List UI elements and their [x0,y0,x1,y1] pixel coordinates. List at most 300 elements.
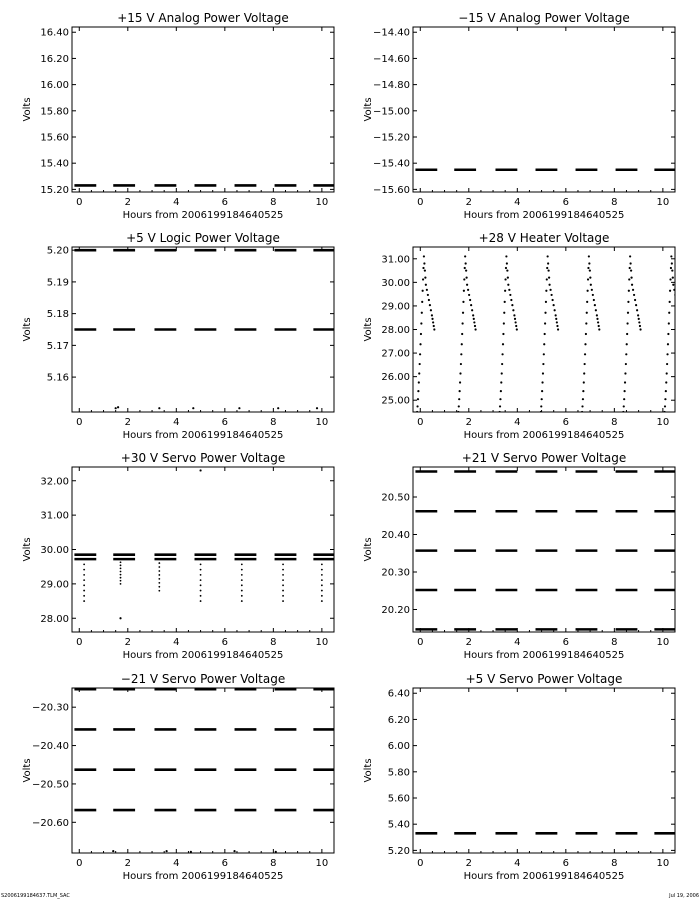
data-point [556,321,558,323]
data-point [500,381,502,383]
y-tick-label: −20.30 [31,702,69,714]
data-point [504,290,506,292]
data-point [83,600,85,602]
data-point [679,318,681,320]
data-point [430,309,432,311]
data-point [275,851,277,853]
plot-frame [413,688,675,853]
data-point [500,390,502,392]
data-point [587,290,589,292]
x-tick-label: 0 [76,417,83,428]
data-point [671,262,673,264]
chart-title: −21 V Servo Power Voltage [120,672,286,686]
y-axis-label: Volts [22,317,33,342]
data-point [120,583,122,585]
data-point [464,267,466,269]
x-axis-label: Hours from 2006199184640525 [122,210,284,221]
data-point [594,304,596,306]
y-tick-label: 6.20 [387,714,410,726]
data-point [596,314,598,316]
x-tick-label: 10 [315,197,329,208]
data-point [587,278,589,280]
data-point [190,851,192,853]
data-point [595,309,597,311]
data-point [555,318,557,320]
data-point [421,301,423,303]
plot-frame [72,27,334,192]
y-tick-label: 5.20 [387,845,410,857]
plot-frame [413,27,675,192]
data-point [596,318,598,320]
data-point [83,579,85,581]
data-point [663,411,665,413]
data-point [548,269,550,271]
x-tick-label: 2 [124,858,131,869]
data-point [459,390,461,392]
data-point [665,390,667,392]
y-tick-label: 15.60 [40,132,69,144]
data-point [282,595,284,597]
data-point [540,405,542,407]
y-tick-label: 16.40 [40,27,69,39]
data-point [586,312,588,314]
x-axis-label: Hours from 2006199184640525 [463,650,625,661]
x-tick-label: 2 [124,637,131,648]
data-point [624,390,626,392]
data-point [418,381,420,383]
data-point [627,301,629,303]
data-point [422,290,424,292]
data-point [158,590,160,592]
x-tick-label: 6 [221,197,229,208]
chart-panel-8 [363,672,676,882]
x-tick-label: 8 [611,197,618,208]
data-point [667,333,669,335]
data-point [464,255,466,257]
data-point [83,563,85,565]
data-point [501,353,503,355]
data-point [504,278,506,280]
data-point [514,318,516,320]
data-point [158,582,160,584]
data-point [241,590,243,592]
data-point [591,289,593,291]
data-point [549,289,551,291]
data-point [241,579,243,581]
data-point [458,405,460,407]
y-tick-label: 31.00 [381,254,410,266]
data-point [120,561,122,563]
data-point [120,564,122,566]
chart-panel-5 [22,451,335,661]
data-point [419,343,421,345]
data-point [166,850,168,852]
data-point [543,353,545,355]
data-point [158,586,160,588]
data-point [622,411,624,413]
data-point [120,577,122,579]
y-tick-label: 16.00 [40,80,69,92]
x-tick-label: 8 [611,417,618,428]
data-point [502,333,504,335]
x-tick-label: 10 [315,637,329,648]
y-tick-label: 31.00 [40,510,69,522]
data-point [501,372,503,374]
x-tick-label: 10 [656,637,670,648]
data-point [416,405,418,407]
x-tick-label: 0 [76,637,83,648]
chart-title: +21 V Servo Power Voltage [461,451,627,465]
y-tick-label: 5.60 [387,793,410,805]
data-point [582,390,584,392]
data-point [623,405,625,407]
data-point [115,407,117,409]
x-tick-label: 8 [270,637,277,648]
data-point [592,294,594,296]
y-tick-label: −15.40 [372,158,410,170]
data-point [465,262,467,264]
data-point [587,267,589,269]
data-point [598,325,600,327]
data-point [462,312,464,314]
chart-title: +15 V Analog Power Voltage [117,11,289,25]
data-point [471,309,473,311]
data-point [506,262,508,264]
data-point [679,321,681,323]
x-axis-label: Hours from 2006199184640525 [463,430,625,441]
y-tick-label: −14.80 [372,80,410,92]
footer-filename: S2006199184637.TLM_SAC [1,893,70,899]
data-point [463,278,465,280]
data-point [462,322,464,324]
data-point [516,328,518,330]
data-point [427,294,429,296]
data-layer [74,689,335,853]
data-point [503,322,505,324]
data-point [158,570,160,572]
y-tick-label: −15.00 [372,106,410,118]
x-tick-label: 2 [465,197,472,208]
x-tick-label: 0 [417,858,424,869]
data-point [633,294,635,296]
data-point [321,574,323,576]
data-point [200,579,202,581]
data-point [199,469,201,471]
data-point [635,304,637,306]
data-point [321,584,323,586]
data-point [597,321,599,323]
data-point [158,407,160,409]
data-point [593,299,595,301]
data-point [282,590,284,592]
x-tick-label: 8 [611,858,618,869]
data-point [511,304,513,306]
data-point [639,325,641,327]
data-point [681,328,683,330]
x-tick-label: 0 [417,637,424,648]
data-point [544,333,546,335]
data-point [417,398,419,400]
data-point [669,301,671,303]
x-tick-label: 0 [417,197,424,208]
y-tick-label: 5.20 [46,245,69,257]
data-point [547,255,549,257]
x-tick-label: 2 [465,858,472,869]
data-point [505,255,507,257]
y-tick-label: 6.00 [387,741,410,753]
y-axis-label: Volts [363,758,374,783]
x-tick-label: 4 [514,858,521,869]
y-tick-label: −20.50 [31,779,69,791]
data-point [628,290,630,292]
x-axis-label: Hours from 2006199184640525 [463,871,625,882]
data-point [117,406,119,408]
x-tick-label: 10 [656,858,670,869]
y-tick-label: 30.00 [381,277,410,289]
data-point [583,381,585,383]
data-point [501,363,503,365]
chart-panel-1 [22,11,335,221]
data-point [515,321,517,323]
data-point [83,590,85,592]
data-point [669,278,671,280]
x-tick-label: 8 [270,417,277,428]
data-point [630,269,632,271]
y-tick-label: 32.00 [40,476,69,488]
y-tick-label: 5.18 [46,309,69,321]
data-point [241,563,243,565]
data-point [200,574,202,576]
data-point [666,363,668,365]
data-point [468,294,470,296]
data-point [664,398,666,400]
data-point [581,405,583,407]
data-point [546,267,548,269]
x-axis-label: Hours from 2006199184640525 [122,871,284,882]
y-tick-label: 5.40 [387,819,410,831]
data-point [241,584,243,586]
data-point [541,398,543,400]
data-point [233,850,235,852]
x-axis-label: Hours from 2006199184640525 [122,650,284,661]
data-point [321,563,323,565]
data-point [665,381,667,383]
data-point [547,262,549,264]
data-point [629,255,631,257]
data-point [429,304,431,306]
data-point [420,333,422,335]
data-point [431,314,433,316]
data-point [200,600,202,602]
data-point [83,584,85,586]
data-layer [74,469,335,619]
data-point [666,372,668,374]
data-point [472,314,474,316]
data-point [680,325,682,327]
data-point [667,343,669,345]
data-point [505,267,507,269]
data-point [241,574,243,576]
data-point [509,294,511,296]
data-point [461,333,463,335]
y-axis-label: Volts [22,758,33,783]
y-tick-label: 20.30 [381,567,410,579]
data-point [469,299,471,301]
x-tick-label: 6 [221,637,229,648]
data-point [638,321,640,323]
data-point [158,566,160,568]
data-point [282,600,284,602]
data-point [466,277,468,279]
y-tick-label: 25.00 [381,395,410,407]
data-point [158,578,160,580]
chart-panel-3 [22,231,335,441]
data-point [158,574,160,576]
chart-title: +5 V Servo Power Voltage [465,672,623,686]
data-point [467,289,469,291]
data-point [586,301,588,303]
y-tick-label: 5.16 [46,372,69,384]
y-tick-label: 20.40 [381,530,410,541]
data-point [672,284,674,286]
data-point [626,322,628,324]
data-point [425,284,427,286]
data-point [677,309,679,311]
data-point [192,407,194,409]
data-point [120,568,122,570]
data-point [424,277,426,279]
x-tick-label: 6 [221,417,229,428]
y-tick-label: 20.20 [381,605,410,616]
y-tick-label: 5.17 [46,340,69,352]
x-tick-label: 4 [514,197,521,208]
data-point [678,314,680,316]
y-tick-label: 30.00 [40,545,69,556]
data-point [508,289,510,291]
y-tick-label: 5.19 [46,277,69,289]
x-tick-label: 10 [656,197,670,208]
chart-title: +5 V Logic Power Voltage [126,231,280,245]
data-point [671,269,673,271]
data-point [628,278,630,280]
data-point [584,353,586,355]
data-point [418,372,420,374]
data-point [417,390,419,392]
data-point [433,325,435,327]
data-point [503,312,505,314]
data-point [200,569,202,571]
x-tick-label: 6 [562,417,570,428]
data-point [630,277,632,279]
data-point [120,571,122,573]
y-tick-label: 15.20 [40,184,69,196]
data-point [460,353,462,355]
data-point [458,398,460,400]
data-point [112,850,114,852]
data-point [473,318,475,320]
chart-title: +28 V Heater Voltage [478,231,610,245]
data-point [670,255,672,257]
data-point [630,262,632,264]
data-point [638,318,640,320]
y-tick-label: 29.00 [40,579,69,591]
x-tick-label: 6 [221,858,229,869]
data-point [664,405,666,407]
y-tick-label: 28.00 [381,325,410,336]
data-point [321,579,323,581]
data-point [241,600,243,602]
data-point [83,569,85,571]
x-axis-label: Hours from 2006199184640525 [122,430,284,441]
data-point [513,314,515,316]
x-tick-label: 0 [417,417,424,428]
data-point [588,255,590,257]
data-point [422,278,424,280]
data-point [670,267,672,269]
data-point [473,321,475,323]
data-point [316,407,318,409]
data-point [625,363,627,365]
chart-title: −15 V Analog Power Voltage [458,11,630,25]
y-tick-label: −15.60 [372,184,410,196]
data-point [551,294,553,296]
y-tick-label: −15.20 [372,132,410,144]
data-point [282,584,284,586]
data-point [623,398,625,400]
data-point [585,333,587,335]
data-point [552,299,554,301]
x-tick-label: 10 [315,417,329,428]
y-tick-label: 27.00 [381,348,410,360]
data-point [426,289,428,291]
data-point [543,343,545,345]
data-point [582,398,584,400]
data-point [544,322,546,324]
data-point [557,328,559,330]
data-point [416,411,418,413]
x-axis-label: Hours from 2006199184640525 [463,210,625,221]
data-point [83,595,85,597]
data-point [120,580,122,582]
data-point [419,363,421,365]
data-point [541,381,543,383]
data-point [502,343,504,345]
x-tick-label: 4 [173,197,180,208]
x-tick-label: 10 [656,417,670,428]
data-point [598,328,600,330]
data-layer [74,250,335,409]
data-point [200,595,202,597]
data-point [584,343,586,345]
data-point [424,269,426,271]
data-point [474,328,476,330]
data-point [510,299,512,301]
data-point [625,353,627,355]
data-point [422,267,424,269]
data-point [676,304,678,306]
data-point [675,299,677,301]
data-point [544,312,546,314]
data-point [423,255,425,257]
data-point [423,262,425,264]
data-point [507,284,509,286]
x-tick-label: 8 [611,637,618,648]
data-point [666,353,668,355]
y-tick-label: 15.40 [40,158,69,170]
x-tick-label: 2 [465,417,472,428]
x-tick-label: 8 [270,858,277,869]
data-point [639,328,641,330]
